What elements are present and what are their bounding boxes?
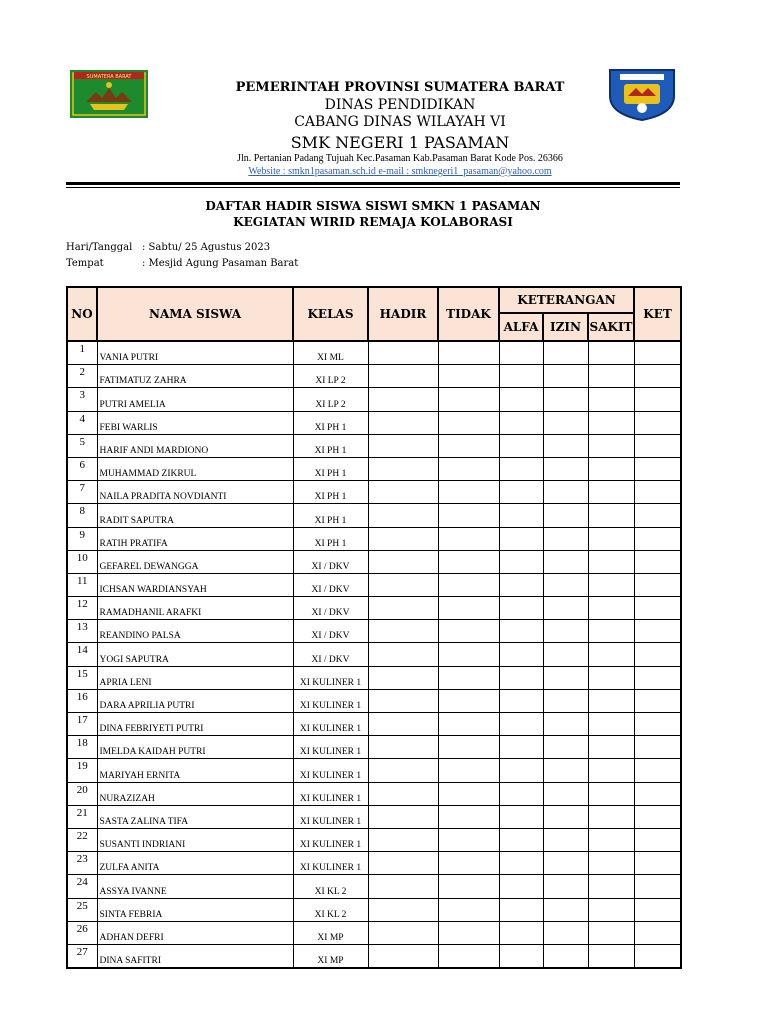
tidak-cell (438, 852, 499, 875)
hadir-cell (368, 573, 438, 596)
header-tidak: TIDAK (438, 287, 499, 341)
table-row (67, 481, 681, 504)
header-kelas: KELAS (293, 287, 368, 341)
student-name: RATIH PRATIFA (97, 527, 293, 550)
izin-cell (543, 434, 588, 457)
row-number: 8 (67, 504, 97, 527)
hadir-cell (368, 736, 438, 759)
student-name: MUHAMMAD ZIKRUL (97, 457, 293, 480)
table-row (67, 713, 681, 736)
row-number: 26 (67, 921, 97, 944)
row-number: 2 (67, 365, 97, 388)
student-class: XI / DKV (293, 573, 368, 596)
ket-cell (634, 944, 681, 968)
student-name: RADIT SAPUTRA (97, 504, 293, 527)
sakit-cell (588, 805, 634, 828)
table-row (67, 944, 681, 968)
table-row (67, 852, 681, 875)
tidak-cell (438, 620, 499, 643)
alfa-cell (499, 597, 543, 620)
student-class: XI LP 2 (293, 365, 368, 388)
hadir-cell (368, 921, 438, 944)
ket-cell (634, 457, 681, 480)
tidak-cell (438, 828, 499, 851)
ket-cell (634, 759, 681, 782)
alfa-cell (499, 666, 543, 689)
ket-cell (634, 921, 681, 944)
ket-cell (634, 713, 681, 736)
table-row (67, 411, 681, 434)
row-number: 22 (67, 828, 97, 851)
header-keterangan: KETERANGAN (499, 287, 634, 313)
row-number: 3 (67, 388, 97, 411)
tidak-cell (438, 643, 499, 666)
student-class: XI MP (293, 921, 368, 944)
row-number: 1 (67, 341, 97, 365)
sakit-cell (588, 620, 634, 643)
row-number: 4 (67, 411, 97, 434)
student-name: IMELDA KAIDAH PUTRI (97, 736, 293, 759)
sakit-cell (588, 365, 634, 388)
sakit-cell (588, 504, 634, 527)
student-name: DINA SAFITRI (97, 944, 293, 968)
sakit-cell (588, 713, 634, 736)
izin-cell (543, 944, 588, 968)
alfa-cell (499, 852, 543, 875)
student-class: XI KULINER 1 (293, 689, 368, 712)
student-name: DARA APRILIA PUTRI (97, 689, 293, 712)
izin-cell (543, 388, 588, 411)
hadir-cell (368, 597, 438, 620)
header-sakit: SAKIT (588, 313, 634, 341)
student-class: XI KULINER 1 (293, 666, 368, 689)
izin-cell (543, 411, 588, 434)
alfa-cell (499, 689, 543, 712)
izin-cell (543, 852, 588, 875)
alfa-cell (499, 944, 543, 968)
hadir-cell (368, 504, 438, 527)
sakit-cell (588, 782, 634, 805)
izin-cell (543, 666, 588, 689)
izin-cell (543, 504, 588, 527)
tidak-cell (438, 481, 499, 504)
alfa-cell (499, 341, 543, 365)
table-row (67, 620, 681, 643)
row-number: 25 (67, 898, 97, 921)
student-class: XI PH 1 (293, 457, 368, 480)
row-number: 19 (67, 759, 97, 782)
student-class: XI KULINER 1 (293, 713, 368, 736)
table-row (67, 643, 681, 666)
row-number: 15 (67, 666, 97, 689)
letterhead-branch: CABANG DINAS WILAYAH VI (294, 114, 506, 130)
student-name: MARIYAH ERNITA (97, 759, 293, 782)
row-number: 17 (67, 713, 97, 736)
student-class: XI PH 1 (293, 434, 368, 457)
izin-cell (543, 597, 588, 620)
header-divider-thick (66, 182, 680, 185)
student-name: REANDINO PALSA (97, 620, 293, 643)
row-number: 16 (67, 689, 97, 712)
date-value: : Sabtu/ 25 Agustus 2023 (142, 242, 271, 253)
student-name: ADHAN DEFRI (97, 921, 293, 944)
izin-cell (543, 643, 588, 666)
letterhead-government: PEMERINTAH PROVINSI SUMATERA BARAT (235, 80, 565, 95)
sakit-cell (588, 666, 634, 689)
student-class: XI MP (293, 944, 368, 968)
izin-cell (543, 689, 588, 712)
ket-cell (634, 550, 681, 573)
sakit-cell (588, 481, 634, 504)
alfa-cell (499, 573, 543, 596)
izin-cell (543, 527, 588, 550)
ket-cell (634, 597, 681, 620)
alfa-cell (499, 782, 543, 805)
emblem-label: SUMATERA BARAT (86, 74, 132, 80)
letterhead-office: DINAS PENDIDIKAN (324, 97, 476, 113)
hadir-cell (368, 805, 438, 828)
student-name: ASSYA IVANNE (97, 875, 293, 898)
izin-cell (543, 828, 588, 851)
row-number: 18 (67, 736, 97, 759)
ket-cell (634, 898, 681, 921)
hadir-cell (368, 341, 438, 365)
alfa-cell (499, 921, 543, 944)
ket-cell (634, 852, 681, 875)
ket-cell (634, 875, 681, 898)
student-name: HARIF ANDI MARDIONO (97, 434, 293, 457)
table-row (67, 805, 681, 828)
student-class: XI KULINER 1 (293, 736, 368, 759)
row-number: 7 (67, 481, 97, 504)
tidak-cell (438, 875, 499, 898)
student-class: XI / DKV (293, 597, 368, 620)
ket-cell (634, 643, 681, 666)
ket-cell (634, 782, 681, 805)
student-name: FEBI WARLIS (97, 411, 293, 434)
ket-cell (634, 365, 681, 388)
row-number: 5 (67, 434, 97, 457)
ket-cell (634, 689, 681, 712)
student-name: APRIA LENI (97, 666, 293, 689)
student-name: NURAZIZAH (97, 782, 293, 805)
sakit-cell (588, 573, 634, 596)
sakit-cell (588, 921, 634, 944)
sakit-cell (588, 434, 634, 457)
alfa-cell (499, 643, 543, 666)
hadir-cell (368, 759, 438, 782)
student-class: XI KL 2 (293, 875, 368, 898)
izin-cell (543, 481, 588, 504)
header-hadir: HADIR (368, 287, 438, 341)
sakit-cell (588, 341, 634, 365)
table-row (67, 388, 681, 411)
table-row (67, 898, 681, 921)
table-row (67, 875, 681, 898)
tidak-cell (438, 782, 499, 805)
hadir-cell (368, 666, 438, 689)
sumatera-barat-emblem-icon (70, 70, 148, 118)
tidak-cell (438, 365, 499, 388)
tidak-cell (438, 759, 499, 782)
ket-cell (634, 481, 681, 504)
row-number: 14 (67, 643, 97, 666)
student-class: XI PH 1 (293, 481, 368, 504)
student-name: PUTRI AMELIA (97, 388, 293, 411)
student-class: XI / DKV (293, 620, 368, 643)
header-ket: KET (634, 287, 681, 341)
sakit-cell (588, 736, 634, 759)
row-number: 11 (67, 573, 97, 596)
hadir-cell (368, 713, 438, 736)
tidak-cell (438, 805, 499, 828)
table-row (67, 597, 681, 620)
ket-cell (634, 828, 681, 851)
table-row (67, 365, 681, 388)
row-number: 20 (67, 782, 97, 805)
row-number: 6 (67, 457, 97, 480)
alfa-cell (499, 365, 543, 388)
table-row (67, 782, 681, 805)
izin-cell (543, 713, 588, 736)
sakit-cell (588, 597, 634, 620)
alfa-cell (499, 481, 543, 504)
sakit-cell (588, 411, 634, 434)
hadir-cell (368, 388, 438, 411)
row-number: 24 (67, 875, 97, 898)
tidak-cell (438, 898, 499, 921)
row-number: 21 (67, 805, 97, 828)
header-alfa: ALFA (499, 313, 543, 341)
place-label: Tempat (66, 258, 104, 269)
hadir-cell (368, 527, 438, 550)
student-class: XI KULINER 1 (293, 759, 368, 782)
student-name: NAILA PRADITA NOVDIANTI (97, 481, 293, 504)
student-class: XI / DKV (293, 550, 368, 573)
student-name: ICHSAN WARDIANSYAH (97, 573, 293, 596)
student-name: SASTA ZALINA TIFA (97, 805, 293, 828)
student-class: XI / DKV (293, 643, 368, 666)
date-line (66, 242, 270, 253)
table-row (67, 457, 681, 480)
alfa-cell (499, 805, 543, 828)
table-row (67, 736, 681, 759)
sakit-cell (588, 944, 634, 968)
student-name: RAMADHANIL ARAFKI (97, 597, 293, 620)
row-number: 10 (67, 550, 97, 573)
alfa-cell (499, 713, 543, 736)
table-row (67, 527, 681, 550)
alfa-cell (499, 388, 543, 411)
tidak-cell (438, 550, 499, 573)
student-class: XI LP 2 (293, 388, 368, 411)
place-line (66, 258, 298, 269)
attendance-table (66, 286, 682, 969)
hadir-cell (368, 689, 438, 712)
student-class: XI PH 1 (293, 411, 368, 434)
hadir-cell (368, 457, 438, 480)
hadir-cell (368, 828, 438, 851)
sakit-cell (588, 689, 634, 712)
hadir-cell (368, 852, 438, 875)
ket-cell (634, 388, 681, 411)
letterhead-address: Jln. Pertanian Padang Tujuah Kec.Pasaman Kab.Pasaman Barat Kode Pos. 26366 (237, 153, 563, 164)
student-name: DINA FEBRIYETI PUTRI (97, 713, 293, 736)
document-subtitle: KEGIATAN WIRID REMAJA KOLABORASI (233, 215, 513, 229)
student-class: XI PH 1 (293, 527, 368, 550)
hadir-cell (368, 550, 438, 573)
student-class: XI KULINER 1 (293, 805, 368, 828)
ket-cell (634, 620, 681, 643)
table-row (67, 504, 681, 527)
hadir-cell (368, 875, 438, 898)
header-izin: IZIN (543, 313, 588, 341)
ket-cell (634, 805, 681, 828)
ket-cell (634, 666, 681, 689)
izin-cell (543, 457, 588, 480)
tidak-cell (438, 944, 499, 968)
student-class: XI KULINER 1 (293, 852, 368, 875)
student-name: GEFAREL DEWANGGA (97, 550, 293, 573)
student-class: XI KULINER 1 (293, 782, 368, 805)
place-value: : Mesjid Agung Pasaman Barat (142, 258, 299, 269)
table-row (67, 434, 681, 457)
sakit-cell (588, 388, 634, 411)
tidak-cell (438, 457, 499, 480)
table-row (67, 759, 681, 782)
izin-cell (543, 875, 588, 898)
ket-cell (634, 341, 681, 365)
tidak-cell (438, 666, 499, 689)
row-number: 12 (67, 597, 97, 620)
tidak-cell (438, 921, 499, 944)
izin-cell (543, 365, 588, 388)
hadir-cell (368, 782, 438, 805)
hadir-cell (368, 434, 438, 457)
ket-cell (634, 411, 681, 434)
letterhead-contact-link[interactable]: Website : smkn1pasaman.sch.id e-mail : smknegeri1_pasaman@yahoo.com (248, 166, 552, 177)
student-name: SUSANTI INDRIANI (97, 828, 293, 851)
tidak-cell (438, 573, 499, 596)
alfa-cell (499, 457, 543, 480)
ket-cell (634, 573, 681, 596)
tidak-cell (438, 341, 499, 365)
student-name: VANIA PUTRI (97, 341, 293, 365)
table-row (67, 828, 681, 851)
izin-cell (543, 921, 588, 944)
hadir-cell (368, 643, 438, 666)
student-name: SINTA FEBRIA (97, 898, 293, 921)
date-label: Hari/Tanggal (66, 242, 133, 253)
student-class: XI KULINER 1 (293, 828, 368, 851)
sakit-cell (588, 550, 634, 573)
student-name: YOGI SAPUTRA (97, 643, 293, 666)
student-class: XI PH 1 (293, 504, 368, 527)
sakit-cell (588, 875, 634, 898)
tidak-cell (438, 713, 499, 736)
row-number: 13 (67, 620, 97, 643)
izin-cell (543, 573, 588, 596)
izin-cell (543, 550, 588, 573)
table-row (67, 666, 681, 689)
izin-cell (543, 759, 588, 782)
alfa-cell (499, 759, 543, 782)
hadir-cell (368, 898, 438, 921)
row-number: 27 (67, 944, 97, 968)
alfa-cell (499, 411, 543, 434)
tidak-cell (438, 388, 499, 411)
document-title: DAFTAR HADIR SISWA SISWI SMKN 1 PASAMAN (205, 199, 541, 213)
alfa-cell (499, 620, 543, 643)
alfa-cell (499, 828, 543, 851)
hadir-cell (368, 944, 438, 968)
row-number: 23 (67, 852, 97, 875)
izin-cell (543, 782, 588, 805)
izin-cell (543, 620, 588, 643)
student-name: FATIMATUZ ZAHRA (97, 365, 293, 388)
sakit-cell (588, 457, 634, 480)
alfa-cell (499, 875, 543, 898)
student-name: ZULFA ANITA (97, 852, 293, 875)
alfa-cell (499, 736, 543, 759)
alfa-cell (499, 504, 543, 527)
student-class: XI ML (293, 341, 368, 365)
hadir-cell (368, 411, 438, 434)
row-number: 9 (67, 527, 97, 550)
izin-cell (543, 341, 588, 365)
sakit-cell (588, 898, 634, 921)
sakit-cell (588, 759, 634, 782)
sakit-cell (588, 527, 634, 550)
izin-cell (543, 736, 588, 759)
table-row (67, 550, 681, 573)
table-row (67, 689, 681, 712)
hadir-cell (368, 620, 438, 643)
hadir-cell (368, 481, 438, 504)
tidak-cell (438, 689, 499, 712)
izin-cell (543, 898, 588, 921)
tidak-cell (438, 504, 499, 527)
alfa-cell (499, 527, 543, 550)
header-no: NO (67, 287, 97, 341)
header-divider-thin (66, 187, 680, 188)
ket-cell (634, 527, 681, 550)
ket-cell (634, 736, 681, 759)
table-row (67, 341, 681, 365)
tidak-cell (438, 736, 499, 759)
izin-cell (543, 805, 588, 828)
sakit-cell (588, 852, 634, 875)
alfa-cell (499, 550, 543, 573)
tidak-cell (438, 411, 499, 434)
student-class: XI KL 2 (293, 898, 368, 921)
alfa-cell (499, 898, 543, 921)
alfa-cell (499, 434, 543, 457)
hadir-cell (368, 365, 438, 388)
ket-cell (634, 434, 681, 457)
table-row (67, 921, 681, 944)
tidak-cell (438, 597, 499, 620)
header-nama-siswa: NAMA SISWA (97, 287, 293, 341)
sakit-cell (588, 828, 634, 851)
sakit-cell (588, 643, 634, 666)
table-row (67, 573, 681, 596)
tidak-cell (438, 527, 499, 550)
ket-cell (634, 504, 681, 527)
tidak-cell (438, 434, 499, 457)
letterhead-school: SMK NEGERI 1 PASAMAN (290, 133, 510, 152)
